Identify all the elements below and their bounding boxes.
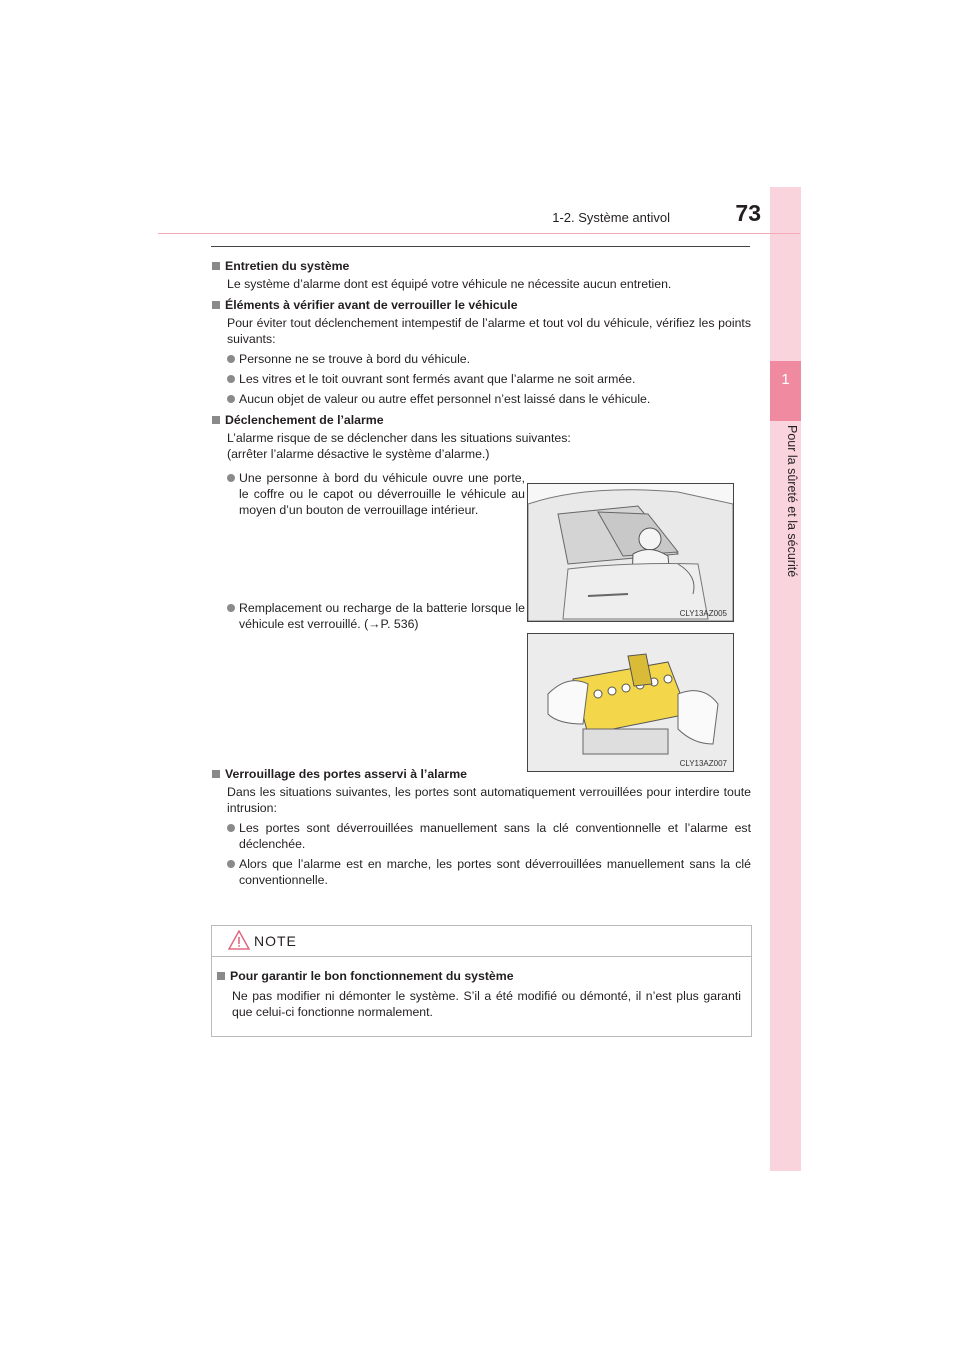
section-title: 1-2. Système antivol	[552, 210, 670, 225]
checks-heading: Éléments à vérifier avant de verrouiller le véhicule	[211, 297, 751, 313]
note-header	[212, 926, 751, 957]
lock-heading: Verrouillage des portes asservi à l’alarme	[211, 766, 751, 782]
note-text: Ne pas modifier ni démonter le système. S’il a été modifié ou démonté, il n’est plus garanti que celui-ci fonctionne normalement.	[232, 989, 741, 1019]
page-number: 73	[735, 200, 761, 226]
checks-bullet: Les vitres et le toit ouvrant sont fermés avant que l’alarme ne soit armée.	[227, 371, 751, 387]
chapter-sidebar	[770, 187, 801, 1171]
trigger-text-note: (arrêter l’alarme désactive le système d’alarme.)	[227, 447, 490, 461]
image-code: CLY13AZ007	[679, 759, 727, 768]
car-door-illustration	[527, 483, 734, 622]
lock-bullet: Alors que l’alarme est en marche, les portes sont déverrouillées manuellement sans la clé conventionnelle.	[227, 856, 751, 888]
battery-illustration	[527, 633, 734, 772]
note-box	[211, 925, 752, 1037]
lock-bullet: Les portes sont déverrouillées manuellement sans la clé conventionnelle et l’alarme est déclenchée.	[227, 820, 751, 852]
lock-text: Dans les situations suivantes, les portes sont automatiquement verrouillées pour interdire toute intrusion:	[227, 785, 751, 815]
maintenance-heading: Entretien du système	[211, 258, 751, 274]
maintenance-text: Le système d’alarme dont est équipé votre véhicule ne nécessite aucun entretien.	[227, 277, 672, 291]
checks-bullet: Personne ne se trouve à bord du véhicule.	[227, 351, 751, 367]
warning-icon	[228, 930, 250, 950]
header-divider	[158, 233, 800, 234]
trigger-bullet-battery: Remplacement ou recharge de la batterie lorsque le véhicule est verrouillé. (→P. 536)	[227, 600, 525, 632]
image-code: CLY13AZ005	[679, 609, 727, 618]
checks-bullet: Aucun objet de valeur ou autre effet personnel n’est laissé dans le véhicule.	[227, 391, 751, 407]
trigger-text: L’alarme risque de se déclencher dans les situations suivantes:	[227, 431, 571, 445]
car-door-drawing	[528, 484, 733, 621]
note-heading: Pour garantir le bon fonctionnement du système	[216, 968, 751, 984]
note-title: NOTE	[254, 933, 297, 949]
content-top-rule	[211, 246, 750, 247]
battery-drawing	[528, 634, 733, 771]
checks-text: Pour éviter tout déclenchement intempestif de l’alarme et tout vol du véhicule, vérifiez les points suivants:	[227, 316, 751, 346]
chapter-title: Pour la sûreté et la sécurité	[785, 425, 799, 578]
chapter-tab	[770, 361, 801, 421]
trigger-heading: Déclenchement de l’alarme	[211, 412, 751, 428]
trigger-bullet-door: Une personne à bord du véhicule ouvre une porte, le coffre ou le capot ou déverrouille le véhicule au moyen d’un bouton de verrouillage intérieur.	[227, 470, 525, 518]
chapter-number: 1	[781, 371, 790, 388]
